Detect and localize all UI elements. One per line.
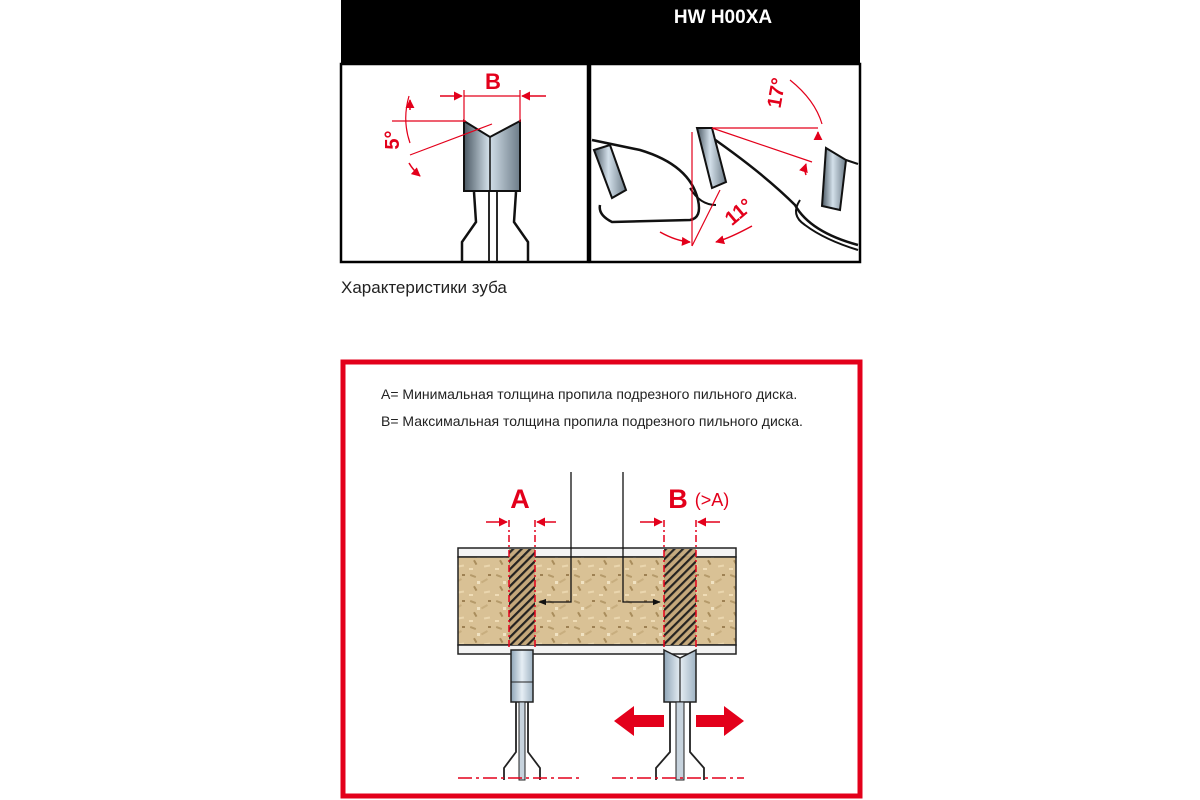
label-b-note: (>A) [694, 490, 730, 510]
tooth-caption: Характеристики зуба [341, 278, 507, 297]
rake-angle-label: 17° [763, 76, 791, 110]
definition-b: B= Максимальная толщина пропила подрезного пильного диска. [381, 413, 803, 429]
clearance-angle-label: 11° [720, 194, 758, 231]
bevel-angle-label: 5° [382, 130, 404, 150]
label-a: A [510, 484, 530, 514]
definition-a: A= Минимальная толщина пропила подрезного пильного диска. [381, 386, 798, 402]
header-bar [341, 0, 860, 64]
right-panel-frame [590, 64, 860, 262]
product-code: HW H00XA [673, 7, 773, 28]
tooth-figure [341, 0, 860, 297]
scoring-figure [343, 362, 860, 796]
width-label: B [485, 69, 501, 94]
label-b: B [668, 484, 688, 514]
